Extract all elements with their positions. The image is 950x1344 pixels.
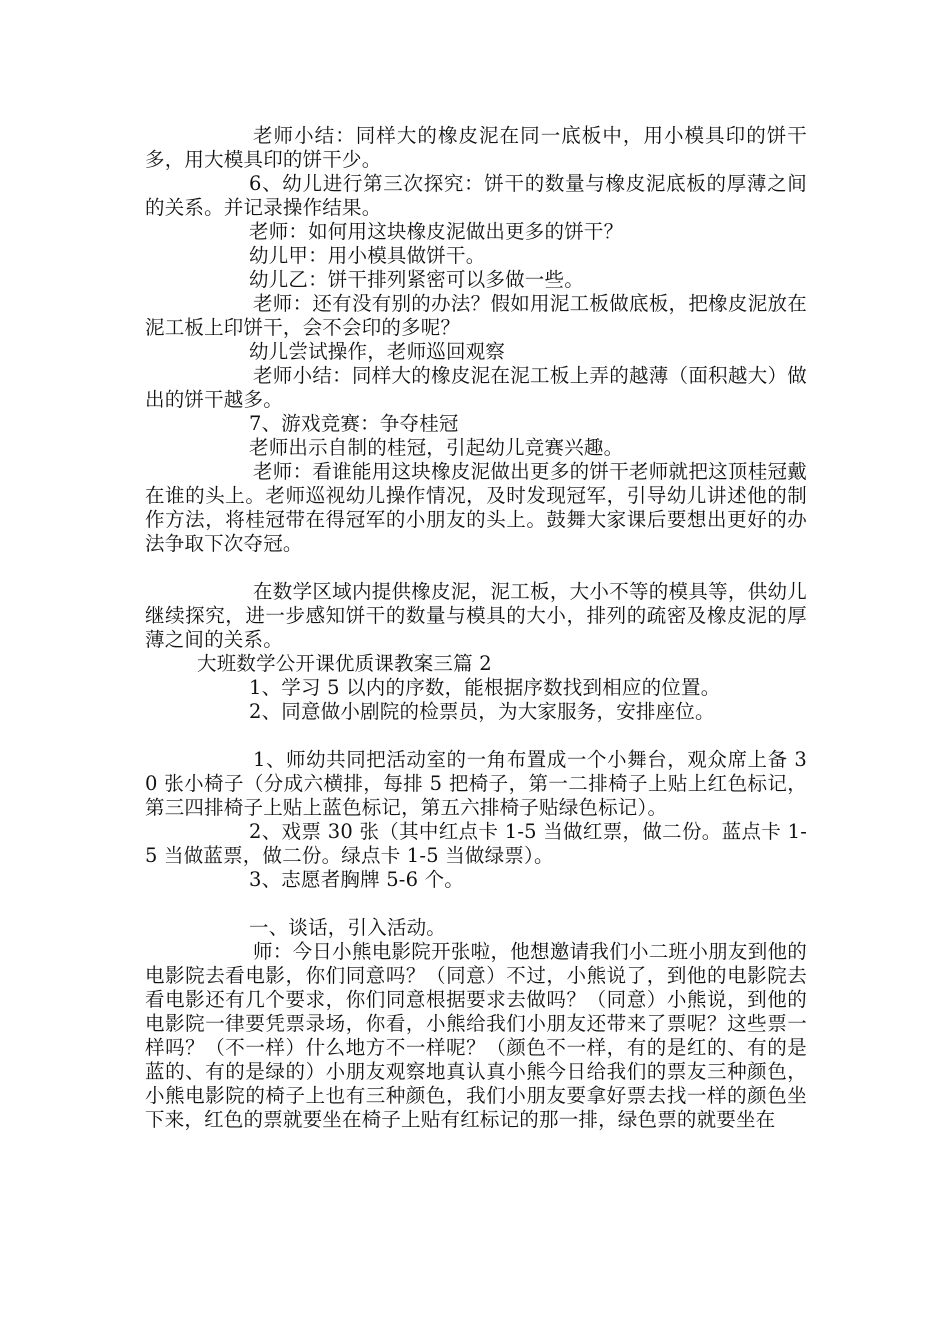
paragraph: 老师：如何用这块橡皮泥做出更多的饼干？ bbox=[249, 220, 624, 243]
paragraph: 老师小结：同样大的橡皮泥在同一底板中，用小模具印的饼干多，用大模具印的饼干少。 bbox=[145, 124, 807, 171]
blank-line bbox=[145, 892, 807, 916]
paragraph: 老师：看谁能用这块橡皮泥做出更多的饼干老师就把这顶桂冠戴在谁的头上。老师巡视幼儿操作情况，及时发现冠军，引导幼儿讲述他的制作方法，将桂冠带在得冠军的小朋友的头上。鼓舞大家课后要想出更好的办法争取下次夺冠。 bbox=[145, 460, 807, 555]
paragraph: 老师小结：同样大的橡皮泥在泥工板上弄的越薄（面积越大）做出的饼干越多。 bbox=[145, 364, 807, 411]
paragraph: 老师：还有没有别的办法？假如用泥工板做底板，把橡皮泥放在泥工板上印饼干，会不会印的多呢？ bbox=[145, 292, 807, 339]
blank-line bbox=[145, 724, 807, 748]
document-body bbox=[145, 124, 807, 1132]
blank-line bbox=[145, 556, 807, 580]
paragraph: 师：今日小熊电影院开张啦，他想邀请我们小二班小朋友到他的电影院去看电影，你们同意吗？（同意）不过，小熊说了，到他的电影院去看电影还有几个要求，你们同意根据要求去做吗？（同意）小熊说，到他的电影院一律要凭票录场，你看，小熊给我们小朋友还带来了票呢？这些票一样吗？（不一样）什么地方不一样呢？（颜色不一样，有的是红的、有的是蓝的、有的是绿的）小朋友观察地真认真小熊今日给我们的票友三种颜色，小熊电影院的椅子上也有三种颜色，我们小朋友要拿好票去找一样的颜色坐下来，红色的票就要坐在椅子上贴有红标记的那一排，绿色票的就要坐在 bbox=[145, 940, 807, 1131]
objective-item: 1、学习 5 以内的序数，能根据序数找到相应的位置。 bbox=[249, 676, 721, 699]
paragraph: 幼儿甲：用小模具做饼干。 bbox=[249, 244, 486, 267]
paragraph: 幼儿乙：饼干排列紧密可以多做一些。 bbox=[249, 268, 584, 291]
paragraph: 幼儿尝试操作，老师巡回观察 bbox=[249, 340, 506, 363]
preparation-item: 3、志愿者胸牌 5-6 个。 bbox=[249, 868, 465, 891]
section-heading: 7、游戏竞赛：争夺桂冠 bbox=[249, 412, 459, 435]
paragraph: 老师出示自制的桂冠，引起幼儿竞赛兴趣。 bbox=[249, 436, 624, 459]
preparation-item: 1、师幼共同把活动室的一角布置成一个小舞台，观众席上备 30 张小椅子（分成六横排，每排 5 把椅子，第一二排椅子上贴上红色标记，第三四排椅子上贴上蓝色标记，第五六排椅子贴绿色标记）。 bbox=[145, 748, 807, 819]
section-heading: 一、谈话，引入活动。 bbox=[249, 916, 447, 939]
preparation-item: 2、戏票 30 张（其中红点卡 1-5 当做红票，做二份。蓝点卡 1-5 当做蓝票，做二份。绿点卡 1-5 当做绿票）。 bbox=[145, 820, 807, 867]
paragraph: 6、幼儿进行第三次探究：饼干的数量与橡皮泥底板的厚薄之间的关系。并记录操作结果。 bbox=[145, 172, 807, 219]
paragraph: 在数学区域内提供橡皮泥，泥工板，大小不等的模具等，供幼儿继续探究，进一步感知饼干的数量与模具的大小，排列的疏密及橡皮泥的厚薄之间的关系。 bbox=[145, 580, 807, 651]
lesson-title: 大班数学公开课优质课教案三篇 2 bbox=[197, 652, 492, 675]
objective-item: 2、同意做小剧院的检票员，为大家服务，安排座位。 bbox=[249, 700, 715, 723]
